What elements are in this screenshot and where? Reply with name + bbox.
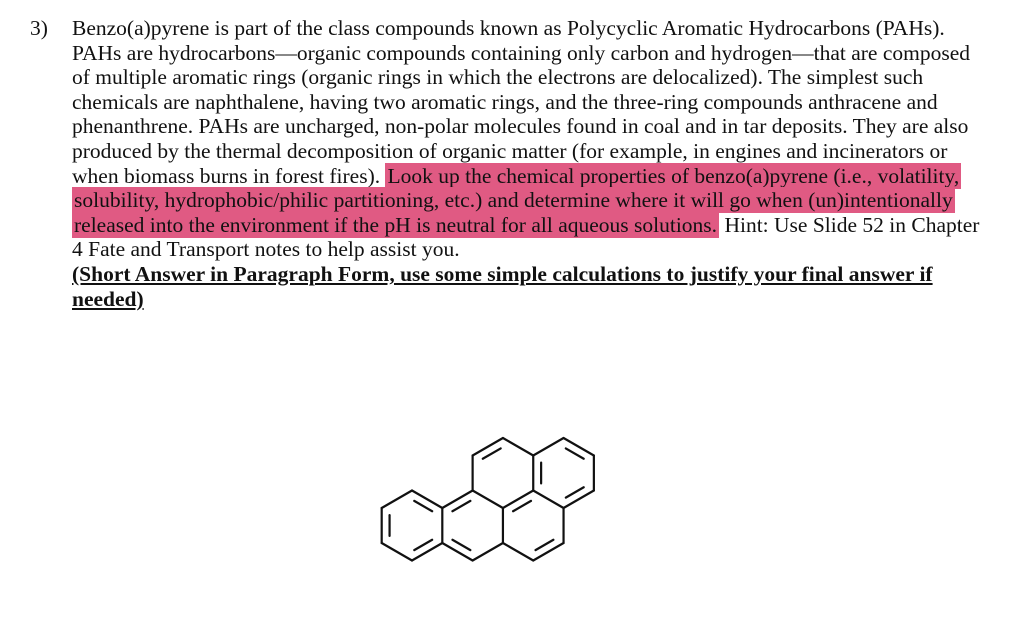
bond-line	[533, 491, 563, 509]
bond-line	[473, 543, 503, 561]
bond-line	[513, 501, 531, 511]
bond-line	[452, 540, 470, 550]
bond-line	[412, 543, 442, 561]
bond-line	[503, 491, 533, 509]
bond-line	[442, 543, 472, 561]
question-block	[30, 16, 980, 311]
bond-line	[535, 540, 553, 550]
bond-line	[564, 438, 594, 456]
question-intro: Benzo(a)pyrene is part of the class compounds known as Polycyclic Aromatic Hydrocarbons (PAHs). PAHs are hydrocarbons—organic compounds containing only carbon and hydrogen—that are composed of multiple aromatic rings (organic rings in which the electrons are delocalized). The simplest such chemicals are naphthalene, having two aromatic rings, and the three-ring compounds anthracene and phenanthrene. PAHs are uncharged, non-polar molecules found in coal and in tar deposits. They are also produced by the thermal decomposition of organic matter (for example, in engines and incinerators or when biomass burns in forest fires).	[72, 16, 971, 188]
question-number: 3)	[30, 16, 48, 40]
highlighted-task: Look up the chemical properties of benzo(a)pyrene (i.e., volatility, solubility, hydrophobic/philic partitioning, etc.) and determine where it will go when (un)intentionally released into the environment if the pH is neutral for all aqueous solutions.	[74, 163, 960, 237]
bond-line	[452, 501, 470, 511]
bond-line	[382, 491, 412, 509]
bond-line	[503, 438, 533, 456]
bond-line	[503, 543, 533, 561]
bond-line	[566, 448, 584, 458]
bond-line	[442, 491, 472, 509]
bond-line	[533, 438, 563, 456]
bond-line	[473, 438, 503, 456]
bond-line	[483, 448, 501, 458]
bond-line	[564, 491, 594, 509]
question-hint: Hint: Use Slide 52 in Chapter 4 Fate and Transport notes to help assist you.	[72, 212, 980, 262]
bond-line	[414, 540, 432, 550]
question-body	[72, 16, 980, 311]
bond-line	[533, 543, 563, 561]
bond-line	[414, 501, 432, 511]
benzo-a-pyrene-structure	[350, 430, 670, 630]
bond-line	[566, 487, 584, 497]
answer-instruction: (Short Answer in Paragraph Form, use some simple calculations to justify your final answer if needed)	[72, 261, 933, 311]
bond-line	[412, 491, 442, 509]
bond-line	[382, 543, 412, 561]
bond-line	[473, 491, 503, 509]
